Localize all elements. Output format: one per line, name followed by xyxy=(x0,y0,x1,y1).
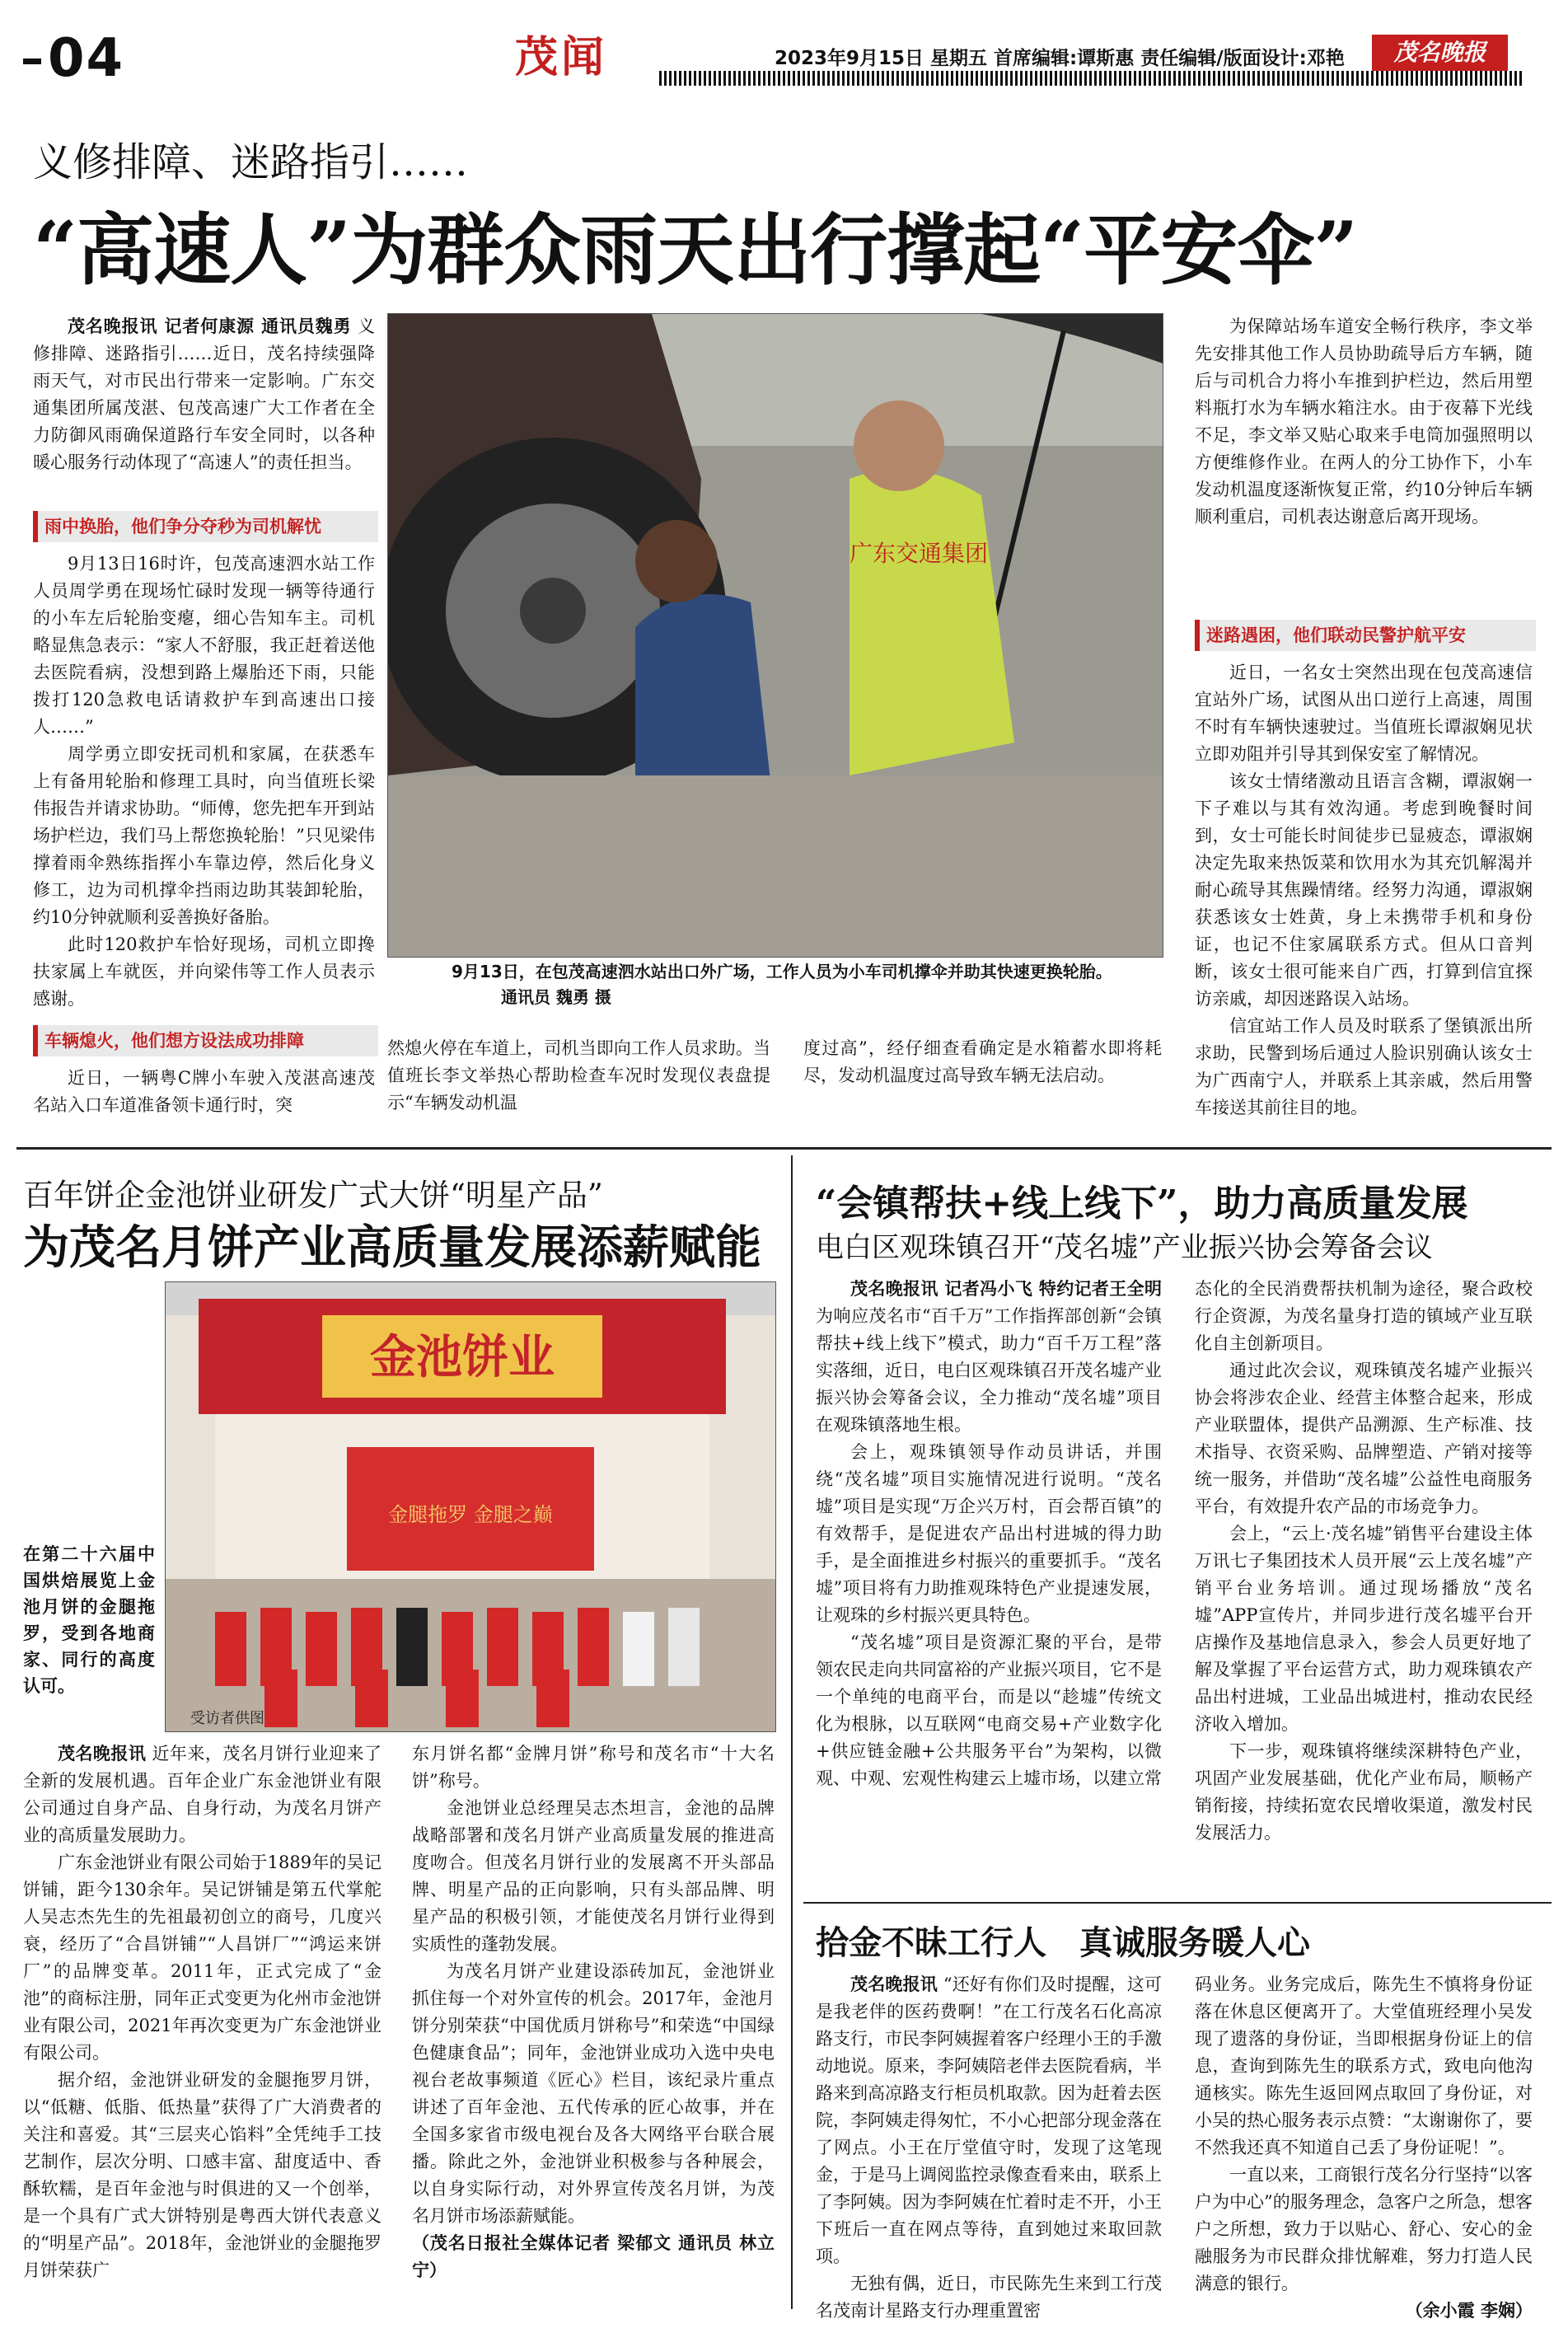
story4-column-right xyxy=(1195,1971,1533,2325)
story4-para-2: 无独有偶，近日，市民陈先生来到工行茂名茂南计星路支行办理重置密 xyxy=(816,2274,1162,2321)
story1-headline: “高速人”为群众雨天出行撑起“平安伞” xyxy=(33,205,1358,296)
story1-para-1: 9月13日16时许，包茂高速泗水站工作人员周学勇在现场忙碌时发现一辆等待通行的小车左后轮胎变瘪，细心告知车主。司机略显焦急表示：“家人不舒服，我正赶着送他去医院看病，没想到路上爆胎还下雨，只能拨打120急救电话请救护车到高速出口接人……” xyxy=(33,554,375,737)
masthead-stripe xyxy=(659,71,1524,86)
divider-vertical xyxy=(791,1155,793,2309)
story1-column-right xyxy=(1195,313,1533,531)
story1-kicker: 义修排障、迷路指引…… xyxy=(33,139,469,185)
divider-horizontal xyxy=(16,1147,1552,1150)
paper-logo xyxy=(1372,35,1508,71)
story1-column-right-under xyxy=(803,1035,1162,1089)
story1-photo-credit: 通讯员 魏勇 摄 xyxy=(501,987,611,1007)
story4-para-3: 码业务。业务完成后，陈先生不慎将身份证落在休息区便离开了。大堂值班经理小吴发现了遗落的身份证，当即根据身份证上的信息，查询到陈先生的联系方式，致电向他沟通核实。陈先生返回网点取回了身份证，对小吴的热心服务表示点赞：“太谢谢你了，要不然我还真不知道自己丢了身份证呢！”。 xyxy=(1195,1974,1533,2157)
story2-para-1: 近年来，茂名月饼行业迎来了全新的发展机遇。百年企业广东金池饼业有限公司通过自身产品、自身行动，为茂名月饼产业的高质量发展助力。 xyxy=(23,1744,381,1845)
story1-subhead-2: 车辆熄火，他们想方设法成功排障 xyxy=(33,1025,378,1056)
story2-para-6: 为茂名月饼产业建设添砖加瓦，金池饼业抓住每一个对外宣传的机会。2017年，金池月饼分别荣获“中国优质月饼称号”和荣选“中国绿色健康食品”；同年，金池饼业成功入选中央电视台老故事频道《匠心》栏目，该纪录片重点讲述了百年金池、五代传承的匠心故事，并在全国多家省市级电视台及各大网络平台联合展播。除此之外，金池饼业积极参与各种展会，以自身实际行动，对外界宣传茂名月饼，为茂名月饼市场添薪赋能。 xyxy=(412,1961,775,2226)
story2-para-2: 广东金池饼业有限公司始于1889年的吴记饼铺，距今130余年。吴记饼铺是第五代掌舵人吴志杰先生的先祖最初创立的商号，几度兴衰，经历了“合昌饼铺”“人昌饼厂”“鸿运来饼厂”的品牌变革。2011年，正式完成了“金池”的商标注册，同年正式变更为化州市金池饼业有限公司，2021年再次变更为广东金池饼业有限公司。 xyxy=(23,1853,381,2063)
story3-subhead: 电白区观珠镇召开“茂名墟”产业振兴协会筹备会议 xyxy=(816,1231,1433,1264)
page-number xyxy=(23,28,124,89)
story3-column-left xyxy=(816,1276,1162,1792)
story2-para-4: 东月饼名都“金牌月饼”称号和茂名市“十大名饼”称号。 xyxy=(412,1744,775,1791)
dateline: 2023年9月15日 星期五 首席编辑:谭斯惠 责任编辑/版面设计:邓艳 xyxy=(775,48,1345,69)
story3-para-2: 会上，观珠镇领导作动员讲话，并围绕“茂名墟”项目实施情况进行说明。“茂名墟”项目是实现“万企兴万村，百会帮百镇”的有效帮手，是促进农产品出村进城的得力助手，是全面推进乡村振兴的重要抓手。“茂名墟”项目将有力助推观珠特色产业提速发展，让观珠的乡村振兴更具特色。 xyxy=(816,1442,1162,1625)
story1-byline: 茂名晚报讯 记者何康源 通讯员魏勇 xyxy=(68,316,352,336)
story1-right-para-1: 为保障站场车道安全畅行秩序，李文举先安排其他工作人员协助疏导后方车辆，随后与司机合力将小车推到护栏边，然后用塑料瓶打水为车辆水箱注水。由于夜幕下光线不足，李文举又贴心取来手电筒加强照明以方便维修作业。在两人的分工协作下，小车发动机温度逐渐恢复正常，约10分钟后车辆顺利重启，司机表达谢意后离开现场。 xyxy=(1195,316,1533,527)
story1-column-mid-under xyxy=(387,1035,770,1117)
booth-illustration xyxy=(166,1282,775,1731)
story3-headline: “会镇帮扶+线上线下”，助力高质量发展 xyxy=(816,1183,1468,1225)
story2-headline: 为茂名月饼产业高质量发展添薪赋能 xyxy=(23,1220,761,1275)
story3-para-1: 为响应茂名市“百千万”工作指挥部创新“会镇帮扶+线上线下”模式，助力“百千万工程”落实落细，近日，电白区观珠镇召开茂名墟产业振兴协会筹备会议，全力推动“茂名墟”项目在观珠镇落地生根。 xyxy=(816,1306,1162,1435)
story4-para-1: “还好有你们及时提醒，这可是我老伴的医药费啊！”在工行茂名石化高凉路支行，市民李阿姨握着客户经理小王的手激动地说。原来，李阿姨陪老伴去医院看病，半路来到高凉路支行柜员机取款。因为赶着去医院，李阿姨走得匆忙，不小心把部分现金落在了网点。小王在厅堂值守时，发现了这笔现金，于是马上调阅监控录像查看来由，联系上了李阿姨。因为李阿姨在忙着时走不开，小王下班后一直在网点等待，直到她过来取回款项。 xyxy=(816,1974,1162,2266)
booth-banner-text: 金腿拖罗 金腿之巅 xyxy=(388,1503,553,1526)
story3-para-6: 会上，“云上·茂名墟”销售平台建设主体万讯七子集团技术人员开展“云上茂名墟”产销平台业务培训。通过现场播放“茂名墟”APP宣传片，并同步进行茂名墟平台开店操作及基地信息录入，参会人员更好地了解及掌握了平台运营方式，助力观珠镇农产品出村进城，工业品出城进村，推动农民经济收入增加。 xyxy=(1195,1524,1533,1734)
paper-logo-text: 茂名晚报 xyxy=(1393,39,1486,66)
story1-photo xyxy=(387,313,1163,958)
story2-para-5: 金池饼业总经理吴志杰坦言，金池的品牌战略部署和茂名月饼产业高质量发展的推进高度吻合。但茂名月饼行业的发展离不开头部品牌、明星产品的正向影响，只有头部品牌、明星产品的积极引领，才能使茂名月饼行业得到实质性的蓬勃发展。 xyxy=(412,1798,775,1954)
story3-para-3: “茂名墟”项目是资源汇聚的平台，是带领农民走向共同富裕的产业振兴项目，它不是一个单纯的电商平台，而是以“趁墟”传统文化为根脉，以互联网“电商交易+产业数字化+供应链金融+公共服务平台”为架构，以微观、中观、宏观性构建云上墟市场，以建立常 xyxy=(816,1632,1162,1788)
booth-sign-text: 金池饼业 xyxy=(370,1330,555,1384)
story2-byline: 茂名晚报讯 xyxy=(58,1744,147,1764)
section-label-text: 茂闻 xyxy=(515,32,608,82)
story1-subhead-1: 雨中换胎，他们争分夺秒为司机解忧 xyxy=(33,511,378,542)
story4-headline: 拾金不昧工行人 真诚服务暖人心 xyxy=(816,1923,1310,1962)
story1-right-para-4: 信宜站工作人员及时联系了堡镇派出所求助，民警到场后通过人脸识别确认该女士为广西南宁人，并联系上其亲戚，然后用警车接送其前往目的地。 xyxy=(1195,1016,1533,1117)
page-number-text: 04 xyxy=(48,28,125,89)
story1-column-left-3 xyxy=(33,1065,375,1119)
story3-para-4: 态化的全民消费帮扶机制为途径，聚合政校行企资源，为茂名量身打造的镇域产业互联化自主创新项目。 xyxy=(1195,1279,1533,1353)
section-label xyxy=(515,33,607,82)
story1-column-left-2 xyxy=(33,550,375,1013)
story3-byline: 茂名晚报讯 记者冯小飞 特约记者王全明 xyxy=(850,1279,1162,1299)
story2-side-caption-text: 在第二十六届中国烘焙展览上金池月饼的金腿拖罗，受到各地商家、同行的高度认可。 xyxy=(23,1544,155,1696)
story1-right-para-2: 近日，一名女士突然出现在包茂高速信宜站外广场，试图从出口逆行上高速，周围不时有车辆快速驶过。当值班长谭淑娴见状立即劝阻并引导其到保安室了解情况。 xyxy=(1195,663,1533,764)
story4-para-4: 一直以来，工商银行茂名分行坚持“以客户为中心”的服务理念，急客户之所急，想客户之所想，致力于以贴心、舒心、安心的金融服务为市民群众排忧解难，努力打造人民满意的银行。 xyxy=(1195,2165,1533,2293)
story3-para-5: 通过此次会议，观珠镇茂名墟产业振兴协会将涉农企业、经营主体整合起来，形成产业联盟体，提供产品溯源、生产标准、技术指导、衣资采购、品牌塑造、产销对接等统一服务，并借助“茂名墟”公益性电商服务平台，有效提升农产品的市场竞争力。 xyxy=(1195,1361,1533,1516)
story3-para-7: 下一步，观珠镇将继续深耕特色产业，巩固产业发展基础，优化产业布局，顺畅产销衔接，持续拓宽农民增收渠道，激发村民发展活力。 xyxy=(1195,1741,1533,1843)
vest-logo-text: 广东交通集团 xyxy=(850,540,989,567)
story1-under-right: 度过高”，经仔细查看确定是水箱蓄水即将耗尽，发动机温度过高导致车辆无法启动。 xyxy=(803,1038,1162,1085)
story4-column-left xyxy=(816,1971,1162,2325)
story1-photo-caption xyxy=(452,959,1162,1010)
story3-column-right xyxy=(1195,1276,1533,1847)
story1-lead: 义修排障、迷路指引……近日，茂名持续强降雨天气，对市民出行带来一定影响。广东交通集团所属茂湛、包茂高速广大工作者在全力防御风雨确保道路行车安全同时，以各种暖心服务行动体现了“高速人”的责任担当。 xyxy=(33,316,375,472)
story1-column-left xyxy=(33,313,375,476)
story2-column-left xyxy=(23,1740,381,2284)
story1-para-3: 此时120救护车恰好现场，司机立即搀扶家属上车就医，并向梁伟等工作人员表示感谢。 xyxy=(33,934,375,1009)
story1-photo-caption-text: 9月13日，在包茂高速泗水站出口外广场，工作人员为小车司机撑伞并助其快速更换轮胎。 xyxy=(452,962,1112,981)
story2-side-caption xyxy=(23,1541,155,1699)
story2-photo-credit: 受访者供图 xyxy=(190,1710,264,1727)
story1-column-right-2 xyxy=(1195,659,1533,1122)
story1-para-4: 近日，一辆粤C牌小车驶入茂湛高速茂名站入口车道准备领卡通行时，突 xyxy=(33,1068,375,1115)
story4-credit: （余小霞 李娴） xyxy=(1405,2301,1533,2321)
story2-kicker: 百年饼企金池饼业研发广式大饼“明星产品” xyxy=(23,1178,603,1213)
story2-para-3: 据介绍，金池饼业研发的金腿拖罗月饼，以“低糖、低脂、低热量”获得了广大消费者的关注和喜爱。其“三层夹心馅料”全凭纯手工技艺制作，层次分明、口感丰富、甜度适中、香酥软糯，是百年金池与时俱进的又一个创举，是一个具有广式大饼特别是粤西大饼代表意义的“明星产品”。2018年，金池饼业的金腿拖罗月饼荣获广 xyxy=(23,2070,381,2280)
story1-under-mid: 然熄火停在车道上，司机当即向工作人员求助。当值班长李文举热心帮助检查车况时发现仪表盘提示“车辆发动机温 xyxy=(387,1038,770,1112)
story2-photo xyxy=(165,1281,776,1732)
story2-credit: （茂名日报社全媒体记者 梁郁文 通讯员 林立宁） xyxy=(412,2233,775,2280)
divider-horizontal-2 xyxy=(803,1902,1552,1904)
tire-change-illustration xyxy=(388,314,1163,957)
story1-subhead-3: 迷路遇困，他们联动民警护航平安 xyxy=(1195,620,1536,651)
story2-column-right xyxy=(412,1740,775,2284)
story1-para-2: 周学勇立即安抚司机和家属，在获悉车上有备用轮胎和修理工具时，向当值班长梁伟报告并请求协助。“师傅，您先把车开到站场护栏边，我们马上帮您换轮胎！”只见梁伟撑着雨伞熟练指挥小车靠边停，然后化身义修工，边为司机撑伞挡雨边助其装卸轮胎，约10分钟就顺利妥善换好备胎。 xyxy=(33,744,375,927)
story4-byline: 茂名晚报讯 xyxy=(850,1974,938,1994)
story1-right-para-3: 该女士情绪激动且语言含糊，谭淑娴一下子难以与其有效沟通。考虑到晚餐时间到，女士可能长时间徒步已显疲态，谭淑娴决定先取来热饭菜和饮用水为其充饥解渴并耐心疏导其焦躁情绪。经努力沟通，谭淑娴获悉该女士姓黄，身上未携带手机和身份证，也记不住家属联系方式。但从口音判断，该女士很可能来自广西，打算到信宜探访亲戚，却因迷路误入站场。 xyxy=(1195,771,1533,1009)
